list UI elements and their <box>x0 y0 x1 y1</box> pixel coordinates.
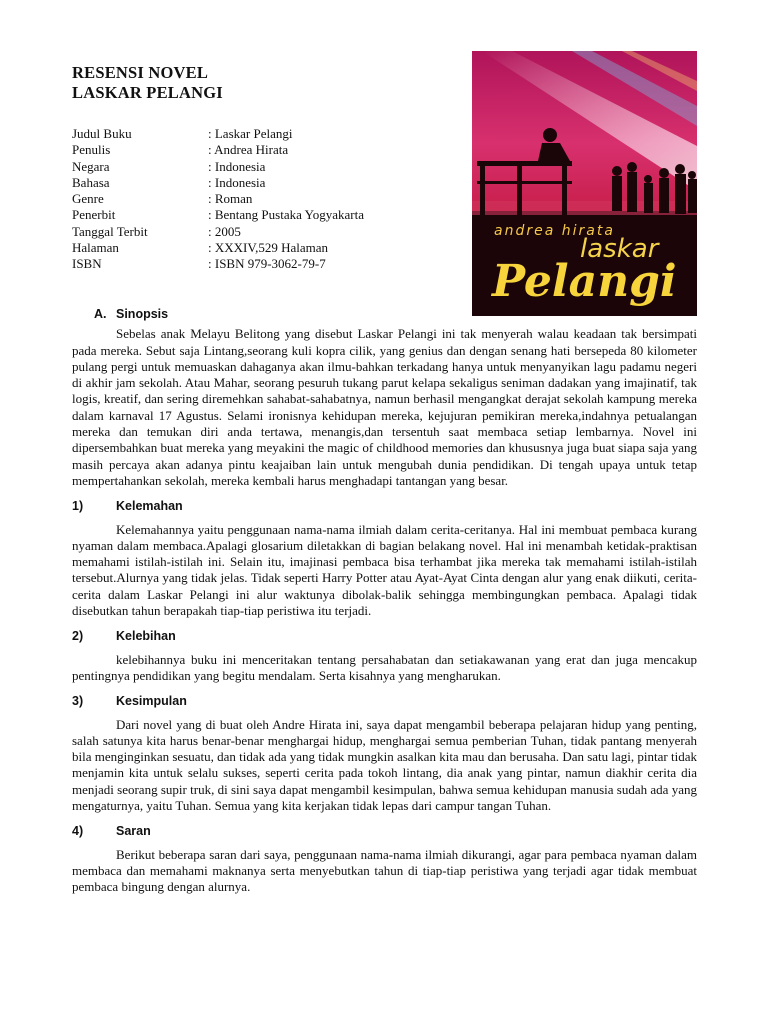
info-value: : XXXIV,529 Halaman <box>208 240 328 256</box>
info-row <box>72 126 364 142</box>
section-title: Sinopsis <box>116 307 169 321</box>
info-value: : Bentang Pustaka Yogyakarta <box>208 207 364 223</box>
info-row <box>72 191 364 207</box>
info-row <box>72 256 364 272</box>
section-paragraph: Sebelas anak Melayu Belitong yang disebut Laskar Pelangi ini tak menyerah walau keadaan tak bersimpati pada mereka. Sebut saja Lintang,seorang kuli kopra cilik, yang genius dan dengan senang hati bersepeda 80 kilometer pulang pergi untuk memuaskan dahaganya akan ilmu-bahkan terkadang hanya untuk menyanyikan lagu padamu negeri di akhir jam sekolah. Atau Mahar, seorang pesuruh tukang parut kelapa sekaligus seniman dadakan yang imajinatif, tak logis, kreatif, dan sering diremehkan sahabat-sahabatnya, namun berhasil mengangkat derajat sekolah kampung mereka dalam karnaval 17 Agustus. Selami ironisnya kehidupan mereka, kejujuran pemikiran mereka,indahnya petualangan mereka dan temukan diri anda tertawa, menangis,dan tersentuh saat membaca setiap lembarnya. Novel ini dipersembahkan buat mereka yang meyakini the magic of childhood memories dan khususnya juga buat siapa saja yang masih percaya akan adanya pintu keajaiban lain untuk mengubah dunia pendidikan. Di tengah upaya untuk tetap mempertahankan sekolah, mereka kembali harus menghadapi tantangan yang besar. <box>72 326 697 488</box>
section-heading <box>72 498 697 514</box>
cover-author: andrea hirata <box>494 223 615 239</box>
info-value: : Andrea Hirata <box>208 142 289 158</box>
review-body <box>72 297 697 896</box>
section-paragraph: Berikut beberapa saran dari saya, penggunaan nama-nama ilmiah dikurangi, agar para pembaca nyaman dalam membaca dan memahami maknanya serta menyebutkan tahun di tiap-tiap peristiwa yang terjadi agar tidak membuat pembaca bingung dengan alurnya. <box>72 846 697 895</box>
info-value: : Roman <box>208 191 253 207</box>
section-title: Kelemahan <box>116 499 183 514</box>
info-value: : Indonesia <box>208 158 266 174</box>
section-number: 4) <box>72 824 84 839</box>
section-saran <box>72 823 697 895</box>
section-heading <box>72 823 697 839</box>
book-info-table <box>72 126 364 273</box>
info-row <box>72 240 364 256</box>
title-line-1: RESENSI NOVEL <box>72 63 209 82</box>
section-sinopsis <box>72 306 697 489</box>
section-heading <box>94 306 697 322</box>
section-kesimpulan <box>72 693 697 814</box>
info-label: Penulis <box>72 142 111 158</box>
info-label: Tanggal Terbit <box>72 223 148 239</box>
book-cover-image <box>472 51 697 316</box>
info-label: Negara <box>72 158 110 174</box>
section-kelemahan <box>72 498 697 619</box>
info-row <box>72 224 364 240</box>
section-number: 3) <box>72 694 84 709</box>
info-label: Judul Buku <box>72 126 132 141</box>
info-row <box>72 159 364 175</box>
info-row <box>72 175 364 191</box>
info-value: : Laskar Pelangi <box>208 126 293 141</box>
info-label: Bahasa <box>72 174 110 190</box>
section-title: Saran <box>116 824 151 839</box>
section-number: 1) <box>72 499 84 514</box>
section-paragraph: Kelemahannya yaitu penggunaan nama-nama ilmiah dalam cerita-ceritanya. Hal ini membuat pembaca kurang nyaman dalam membaca.Apalagi glosarium diletakkan di bagian belakang novel. Hal ini menambah ketidak-praktisan memahami istilah-istilah ini. Selain itu, imajinasi pembaca bisa terhambat jika mereka tak memahami istilah-istilah tersebut.Alurnya yang tidak jelas. Tidak seperti Harry Potter atau Ayat-Ayat Cinta dengan alur yang enak diikuti, cerita-cerita dalam Laskar Pelangi ini alur waktunya dibolak-balik sehingga membingungkan pembaca. Apalagi tidak disebutkan tahun berapakah tiap-tiap peristiwa itu terjadi. <box>72 521 697 619</box>
info-label: Penerbit <box>72 207 116 223</box>
info-label: Genre <box>72 191 104 207</box>
section-paragraph: Dari novel yang di buat oleh Andre Hirata ini, saya dapat mengambil beberapa pelajaran hidup yang penting, salah satunya kita harus benar-benar menghargai hidup, menghargai semua pemberian Tuhan, tidak pantang menyerah bila menginginkan sesuatu, dan tidak ada yang tidak mungkin asalkan kita mau dan berusaha. Dan satu lagi, pintar tidak menjamin kita untuk selalu sukses, seperti cerita pada tokoh lintang, dia anak yang pintar, namun diakhir cerita dia menjadi seorang supir truk, di sini saya dapat mengambil kesimpulan, bahwa semua kehidupan manusia sudah ada yang mengaturnya, yaitu Tuhan. Semua yang kita kerjakan tidak lepas dari campur tangan Tuhan. <box>72 716 697 814</box>
title-line-2: LASKAR PELANGI <box>72 83 223 102</box>
cover-title-word-1: laskar <box>580 234 659 264</box>
info-row <box>72 207 364 223</box>
section-number: A. <box>94 307 107 321</box>
section-title: Kesimpulan <box>116 694 187 709</box>
info-value: : Indonesia <box>208 174 266 190</box>
section-kelebihan <box>72 628 697 684</box>
section-title: Kelebihan <box>116 629 176 644</box>
section-number: 2) <box>72 629 84 644</box>
info-label: Halaman <box>72 240 119 256</box>
section-heading <box>72 628 697 644</box>
info-value: : 2005 <box>208 223 241 239</box>
document-title <box>72 63 223 103</box>
info-label: ISBN <box>72 256 102 272</box>
info-value: : ISBN 979-3062-79-7 <box>208 256 326 272</box>
cover-title-word-2: Pelangi <box>492 256 677 307</box>
section-paragraph: kelebihannya buku ini menceritakan tentang persahabatan dan setiakawanan yang erat dan juga mencakup pentingnya pendidikan yang begitu mendalam. Serta kisahnya yang mengharukan. <box>72 651 697 683</box>
book-cover-art <box>472 51 697 316</box>
info-row <box>72 142 364 158</box>
section-heading <box>72 693 697 709</box>
